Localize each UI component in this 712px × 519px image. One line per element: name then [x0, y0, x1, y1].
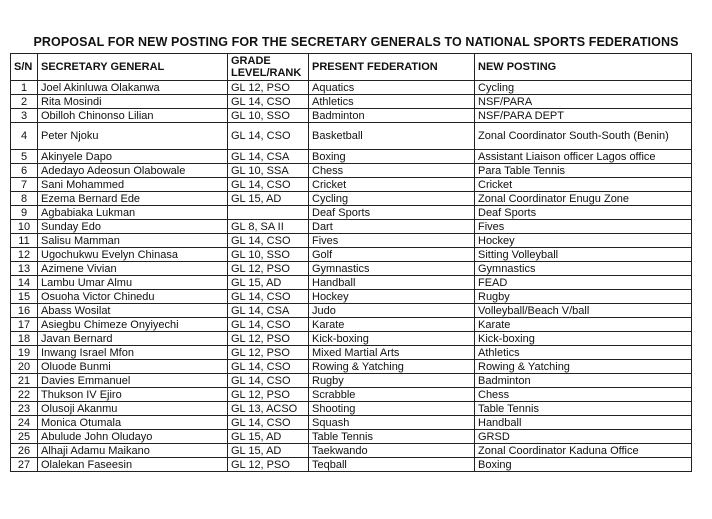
cell-new-posting: Fives [475, 220, 692, 234]
cell-sn: 14 [11, 276, 38, 290]
cell-grade: GL 14, CSO [228, 360, 309, 374]
cell-grade: GL 12, PSO [228, 388, 309, 402]
table-row [11, 81, 692, 95]
cell-grade: GL 14, CSO [228, 123, 309, 150]
table-row [11, 360, 692, 374]
cell-grade: GL 10, SSO [228, 109, 309, 123]
header-present-federation: PRESENT FEDERATION [309, 54, 475, 81]
cell-grade: GL 12, PSO [228, 332, 309, 346]
cell-present-federation: Scrabble [309, 388, 475, 402]
cell-sn: 12 [11, 248, 38, 262]
cell-grade: GL 14, CSO [228, 290, 309, 304]
cell-sn: 10 [11, 220, 38, 234]
cell-sn: 4 [11, 123, 38, 150]
cell-grade: GL 14, CSO [228, 416, 309, 430]
cell-present-federation: Golf [309, 248, 475, 262]
cell-new-posting: NSF/PARA [475, 95, 692, 109]
cell-sn: 1 [11, 81, 38, 95]
cell-secretary-general: Adedayo Adeosun Olabowale [38, 164, 228, 178]
cell-sn: 3 [11, 109, 38, 123]
table-row [11, 150, 692, 164]
document-title: PROPOSAL FOR NEW POSTING FOR THE SECRETARY GENERALS TO NATIONAL SPORTS FEDERATIONS [33, 35, 679, 49]
cell-secretary-general: Thukson IV Ejiro [38, 388, 228, 402]
cell-secretary-general: Akinyele Dapo [38, 150, 228, 164]
table-row [11, 430, 692, 444]
cell-present-federation: Taekwando [309, 444, 475, 458]
table-body [11, 81, 692, 472]
cell-grade [228, 206, 309, 220]
header-new-posting: NEW POSTING [475, 54, 692, 81]
cell-grade: GL 13, ACSO [228, 402, 309, 416]
cell-new-posting: Deaf Sports [475, 206, 692, 220]
cell-secretary-general: Inwang Israel Mfon [38, 346, 228, 360]
cell-sn: 15 [11, 290, 38, 304]
table-row [11, 164, 692, 178]
cell-sn: 13 [11, 262, 38, 276]
cell-present-federation: Dart [309, 220, 475, 234]
cell-present-federation: Athletics [309, 95, 475, 109]
cell-secretary-general: Joel Akinluwa Olakanwa [38, 81, 228, 95]
cell-present-federation: Basketball [309, 123, 475, 150]
cell-grade: GL 10, SSA [228, 164, 309, 178]
table-row [11, 458, 692, 472]
cell-sn: 9 [11, 206, 38, 220]
cell-secretary-general: Osuoha Victor Chinedu [38, 290, 228, 304]
cell-present-federation: Teqball [309, 458, 475, 472]
cell-secretary-general: Sunday Edo [38, 220, 228, 234]
cell-present-federation: Kick-boxing [309, 332, 475, 346]
cell-new-posting: Table Tennis [475, 402, 692, 416]
cell-present-federation: Rowing & Yatching [309, 360, 475, 374]
cell-grade: GL 14, CSA [228, 150, 309, 164]
table-row [11, 206, 692, 220]
table-row [11, 332, 692, 346]
table-row [11, 318, 692, 332]
table-row [11, 346, 692, 360]
cell-present-federation: Squash [309, 416, 475, 430]
cell-sn: 7 [11, 178, 38, 192]
cell-secretary-general: Azimene Vivian [38, 262, 228, 276]
cell-new-posting: Kick-boxing [475, 332, 692, 346]
cell-new-posting: Handball [475, 416, 692, 430]
table-row [11, 220, 692, 234]
cell-new-posting: Chess [475, 388, 692, 402]
cell-sn: 6 [11, 164, 38, 178]
table-row [11, 304, 692, 318]
cell-sn: 23 [11, 402, 38, 416]
table-header-row [11, 54, 692, 81]
cell-grade: GL 12, PSO [228, 81, 309, 95]
header-grade: GRADE LEVEL/RANK [228, 54, 309, 81]
cell-new-posting: Sitting Volleyball [475, 248, 692, 262]
cell-sn: 22 [11, 388, 38, 402]
cell-sn: 2 [11, 95, 38, 109]
cell-present-federation: Judo [309, 304, 475, 318]
cell-secretary-general: Lambu Umar Almu [38, 276, 228, 290]
cell-sn: 8 [11, 192, 38, 206]
cell-present-federation: Boxing [309, 150, 475, 164]
cell-present-federation: Mixed Martial Arts [309, 346, 475, 360]
cell-present-federation: Deaf Sports [309, 206, 475, 220]
cell-new-posting: Hockey [475, 234, 692, 248]
cell-new-posting: Zonal Coordinator South-South (Benin) [475, 123, 692, 150]
cell-sn: 18 [11, 332, 38, 346]
cell-new-posting: Badminton [475, 374, 692, 388]
cell-grade: GL 15, AD [228, 430, 309, 444]
table-row [11, 234, 692, 248]
cell-grade: GL 14, CSO [228, 178, 309, 192]
cell-new-posting: Rugby [475, 290, 692, 304]
cell-secretary-general: Abulude John Oludayo [38, 430, 228, 444]
cell-new-posting: Zonal Coordinator Kaduna Office [475, 444, 692, 458]
cell-present-federation: Cricket [309, 178, 475, 192]
cell-present-federation: Rugby [309, 374, 475, 388]
cell-present-federation: Hockey [309, 290, 475, 304]
cell-new-posting: Volleyball/Beach V/ball [475, 304, 692, 318]
cell-sn: 11 [11, 234, 38, 248]
table-row [11, 374, 692, 388]
cell-new-posting: GRSD [475, 430, 692, 444]
cell-sn: 16 [11, 304, 38, 318]
table-row [11, 248, 692, 262]
cell-new-posting: FEAD [475, 276, 692, 290]
cell-grade: GL 10, SSO [228, 248, 309, 262]
cell-new-posting: Cycling [475, 81, 692, 95]
cell-secretary-general: Agbabiaka Lukman [38, 206, 228, 220]
cell-secretary-general: Olalekan Faseesin [38, 458, 228, 472]
cell-secretary-general: Obilloh Chinonso Lilian [38, 109, 228, 123]
cell-secretary-general: Ezema Bernard Ede [38, 192, 228, 206]
cell-secretary-general: Ugochukwu Evelyn Chinasa [38, 248, 228, 262]
cell-secretary-general: Salisu Mamman [38, 234, 228, 248]
cell-present-federation: Gymnastics [309, 262, 475, 276]
cell-secretary-general: Alhaji Adamu Maikano [38, 444, 228, 458]
table-row [11, 123, 692, 150]
table-row [11, 290, 692, 304]
cell-new-posting: Cricket [475, 178, 692, 192]
cell-secretary-general: Peter Njoku [38, 123, 228, 150]
cell-grade: GL 8, SA II [228, 220, 309, 234]
cell-secretary-general: Javan Bernard [38, 332, 228, 346]
cell-grade: GL 12, PSO [228, 346, 309, 360]
cell-secretary-general: Olusoji Akanmu [38, 402, 228, 416]
cell-secretary-general: Asiegbu Chimeze Onyiyechi [38, 318, 228, 332]
cell-present-federation: Handball [309, 276, 475, 290]
cell-sn: 17 [11, 318, 38, 332]
cell-sn: 27 [11, 458, 38, 472]
cell-grade: GL 14, CSA [228, 304, 309, 318]
cell-grade: GL 12, PSO [228, 262, 309, 276]
cell-secretary-general: Monica Otumala [38, 416, 228, 430]
cell-new-posting: Para Table Tennis [475, 164, 692, 178]
postings-table [10, 53, 692, 472]
cell-new-posting: Karate [475, 318, 692, 332]
cell-sn: 25 [11, 430, 38, 444]
cell-grade: GL 15, AD [228, 444, 309, 458]
table-row [11, 402, 692, 416]
cell-sn: 24 [11, 416, 38, 430]
cell-sn: 20 [11, 360, 38, 374]
table-row [11, 262, 692, 276]
table-row [11, 192, 692, 206]
cell-secretary-general: Rita Mosindi [38, 95, 228, 109]
cell-sn: 5 [11, 150, 38, 164]
cell-sn: 21 [11, 374, 38, 388]
cell-present-federation: Aquatics [309, 81, 475, 95]
cell-sn: 19 [11, 346, 38, 360]
cell-present-federation: Shooting [309, 402, 475, 416]
cell-new-posting: Assistant Liaison officer Lagos office [475, 150, 692, 164]
cell-new-posting: NSF/PARA DEPT [475, 109, 692, 123]
cell-present-federation: Badminton [309, 109, 475, 123]
header-secretary-general: SECRETARY GENERAL [38, 54, 228, 81]
cell-grade: GL 15, AD [228, 192, 309, 206]
cell-new-posting: Rowing & Yatching [475, 360, 692, 374]
table-row [11, 444, 692, 458]
cell-present-federation: Table Tennis [309, 430, 475, 444]
cell-secretary-general: Sani Mohammed [38, 178, 228, 192]
cell-present-federation: Karate [309, 318, 475, 332]
cell-grade: GL 14, CSO [228, 374, 309, 388]
cell-present-federation: Chess [309, 164, 475, 178]
cell-present-federation: Cycling [309, 192, 475, 206]
table-row [11, 416, 692, 430]
cell-secretary-general: Abass Wosilat [38, 304, 228, 318]
table-row [11, 388, 692, 402]
table-row [11, 276, 692, 290]
cell-sn: 26 [11, 444, 38, 458]
cell-present-federation: Fives [309, 234, 475, 248]
header-sn: S/N [11, 54, 38, 81]
cell-secretary-general: Oluode Bunmi [38, 360, 228, 374]
cell-secretary-general: Davies Emmanuel [38, 374, 228, 388]
cell-grade: GL 14, CSO [228, 318, 309, 332]
cell-new-posting: Athletics [475, 346, 692, 360]
cell-grade: GL 14, CSO [228, 234, 309, 248]
cell-grade: GL 12, PSO [228, 458, 309, 472]
cell-grade: GL 15, AD [228, 276, 309, 290]
cell-new-posting: Gymnastics [475, 262, 692, 276]
cell-new-posting: Boxing [475, 458, 692, 472]
table-row [11, 109, 692, 123]
cell-grade: GL 14, CSO [228, 95, 309, 109]
table-row [11, 95, 692, 109]
cell-new-posting: Zonal Coordinator Enugu Zone [475, 192, 692, 206]
table-row [11, 178, 692, 192]
